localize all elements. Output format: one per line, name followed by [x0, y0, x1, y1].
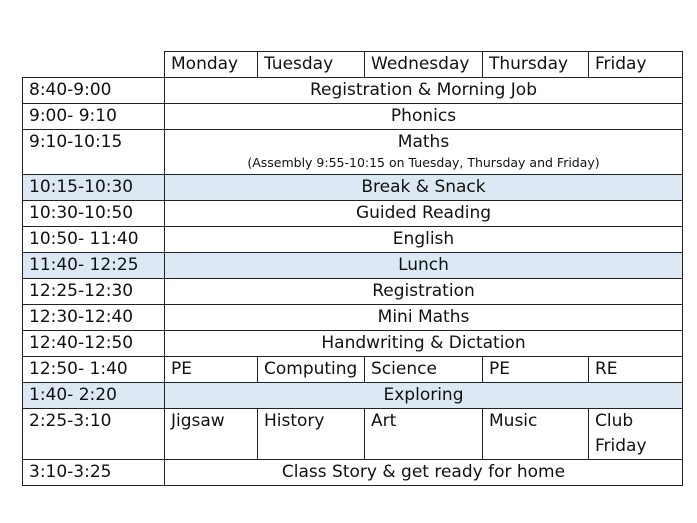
- activity-cell: Registration: [165, 279, 683, 305]
- time-cell: 2:25-3:10: [23, 409, 165, 460]
- time-cell: 12:25-12:30: [23, 279, 165, 305]
- activity-cell: Exploring: [165, 383, 683, 409]
- timetable: [22, 51, 683, 486]
- time-cell: 11:40- 12:25: [23, 253, 165, 279]
- activity-cell: Mini Maths: [165, 305, 683, 331]
- time-cell: 8:40-9:00: [23, 78, 165, 104]
- table-row: [23, 357, 683, 383]
- table-row: [23, 279, 683, 305]
- table-row: [23, 227, 683, 253]
- table-row: [23, 331, 683, 357]
- activity-cell: Break & Snack: [165, 175, 683, 201]
- activity-label: Maths: [397, 132, 450, 152]
- activity-cell: English: [165, 227, 683, 253]
- assembly-note: (Assembly 9:55-10:15 on Tuesday, Thursday and Friday): [247, 155, 600, 170]
- time-cell: 3:10-3:25: [23, 460, 165, 486]
- subject-cell: RE: [589, 357, 683, 383]
- table-row: [23, 409, 683, 460]
- time-cell: 10:30-10:50: [23, 201, 165, 227]
- subject-cell: PE: [165, 357, 258, 383]
- day-friday: Friday: [589, 52, 683, 78]
- subject-cell: PE: [483, 357, 589, 383]
- activity-cell: Phonics: [165, 104, 683, 130]
- subject-cell: Jigsaw: [165, 409, 258, 460]
- subject-cell-club-friday: [589, 409, 683, 460]
- day-monday: Monday: [165, 52, 258, 78]
- subject-cell: Science: [365, 357, 483, 383]
- activity-cell: Guided Reading: [165, 201, 683, 227]
- subject-cell: Music: [483, 409, 589, 460]
- day-thursday: Thursday: [483, 52, 589, 78]
- table-row: [23, 201, 683, 227]
- time-cell: 1:40- 2:20: [23, 383, 165, 409]
- activity-cell: Handwriting & Dictation: [165, 331, 683, 357]
- activity-cell: Class Story & get ready for home: [165, 460, 683, 486]
- table-row: [23, 104, 683, 130]
- subject-cell: History: [258, 409, 365, 460]
- subject-line-2: Friday: [595, 436, 647, 456]
- activity-cell: Registration & Morning Job: [165, 78, 683, 104]
- corner-cell: [23, 52, 165, 78]
- subject-line-1: Club: [595, 411, 634, 431]
- table-row: [23, 130, 683, 175]
- table-row: [23, 175, 683, 201]
- subject-cell: Art: [365, 409, 483, 460]
- header-row: [23, 52, 683, 78]
- table-row: [23, 383, 683, 409]
- table-row: [23, 460, 683, 486]
- day-wednesday: Wednesday: [365, 52, 483, 78]
- time-cell: 10:50- 11:40: [23, 227, 165, 253]
- time-cell: 12:50- 1:40: [23, 357, 165, 383]
- table-row: [23, 253, 683, 279]
- table-row: [23, 305, 683, 331]
- subject-cell: Computing: [258, 357, 365, 383]
- time-cell: 12:40-12:50: [23, 331, 165, 357]
- time-cell: 9:10-10:15: [23, 130, 165, 175]
- activity-cell: Lunch: [165, 253, 683, 279]
- time-cell: 9:00- 9:10: [23, 104, 165, 130]
- table-row: [23, 78, 683, 104]
- activity-cell: [165, 130, 683, 175]
- time-cell: 12:30-12:40: [23, 305, 165, 331]
- day-tuesday: Tuesday: [258, 52, 365, 78]
- time-cell: 10:15-10:30: [23, 175, 165, 201]
